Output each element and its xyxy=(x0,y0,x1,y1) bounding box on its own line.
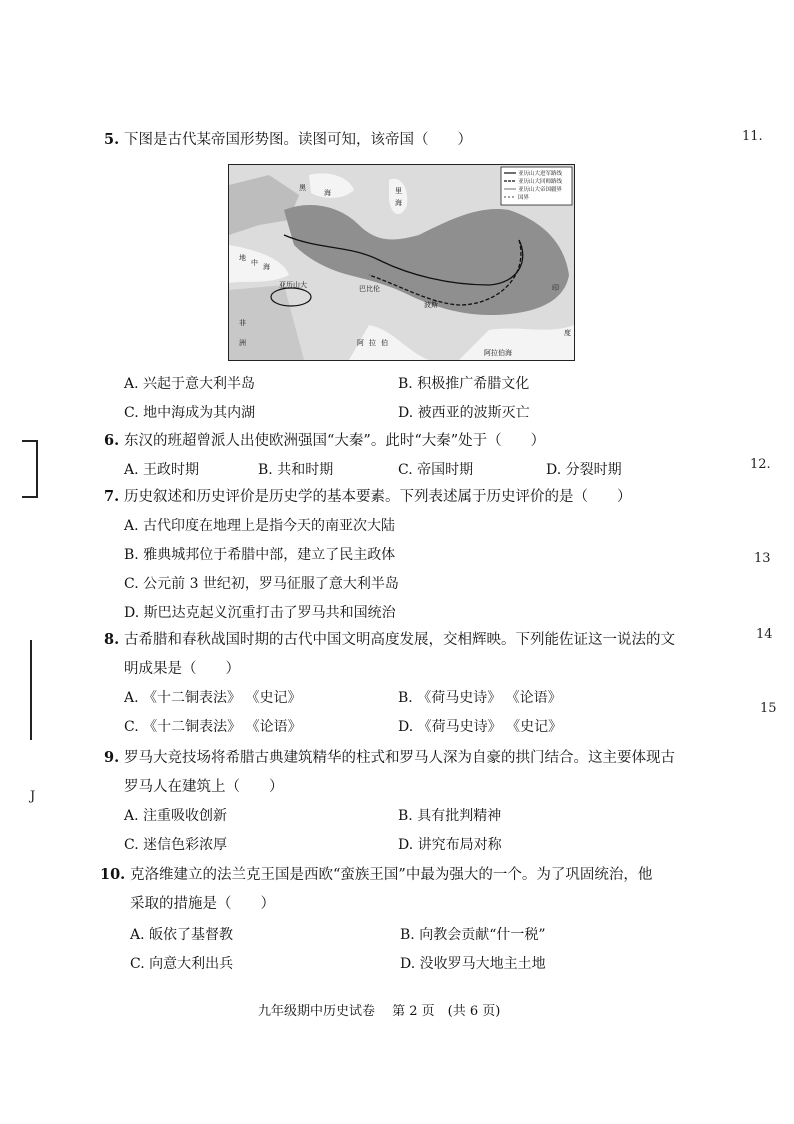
legend-label-border: 亚历山大帝国疆界 xyxy=(518,187,563,193)
map-label-fei: 非 xyxy=(239,319,246,327)
page-footer: 九年级期中历史试卷 第 2 页 (共 6 页) xyxy=(258,1004,501,1019)
question-10-stem-line1: 克洛维建立的法兰克王国是西欧“蛮族王国”中最为强大的一个。为了巩固统治，他 xyxy=(130,867,653,883)
question-9-number: 9. xyxy=(104,749,120,766)
map-label-a: 阿 xyxy=(357,339,364,347)
q10-option-b[interactable]: B. 向教会贡献“什一税” xyxy=(400,927,546,943)
question-10-number: 10. xyxy=(100,866,126,883)
legend-label-national: 国界 xyxy=(518,195,530,201)
empire-map xyxy=(228,164,575,361)
q8-option-b[interactable]: B. 《荷马史诗》 《论语》 xyxy=(398,690,562,706)
q7-option-a[interactable]: A. 古代印度在地理上是指今天的南亚次大陆 xyxy=(124,518,396,534)
map-label-zhong: 中 xyxy=(251,259,258,267)
q10-option-a[interactable]: A. 皈依了基督教 xyxy=(130,927,234,943)
map-legend xyxy=(501,167,572,205)
question-10-stem-line2: 采取的措施是（ ） xyxy=(130,896,275,912)
question-8-number: 8. xyxy=(104,631,120,648)
q6-option-c[interactable]: C. 帝国时期 xyxy=(398,462,474,478)
q9-option-a[interactable]: A. 注重吸收创新 xyxy=(124,808,228,824)
q9-option-c[interactable]: C. 迷信色彩浓厚 xyxy=(124,837,228,853)
q6-option-d[interactable]: D. 分裂时期 xyxy=(546,462,622,478)
map-label-zhou: 洲 xyxy=(239,339,246,347)
q10-option-d[interactable]: D. 没收罗马大地主土地 xyxy=(400,956,546,972)
margin-number-13: 13 xyxy=(754,551,771,566)
q10-option-c[interactable]: C. 向意大利出兵 xyxy=(130,956,234,972)
margin-mark-j: J xyxy=(30,789,36,804)
question-8-stem-line1: 古希腊和春秋战国时期的古代中国文明高度发展，交相辉映。下列能佐证这一说法的文 xyxy=(124,632,675,648)
question-9-stem-line2: 罗马人在建筑上（ ） xyxy=(124,779,284,795)
map-label-la: 拉 xyxy=(369,339,376,347)
map-label-bo: 伯 xyxy=(381,339,388,347)
left-margin-bracket xyxy=(22,440,38,498)
map-label-sea2: 海 xyxy=(395,199,402,207)
margin-number-12: 12. xyxy=(750,457,771,472)
left-margin-rule xyxy=(30,640,32,740)
margin-number-15: 15 xyxy=(760,701,777,716)
map-label-sea3: 海 xyxy=(263,263,270,271)
q6-option-b[interactable]: B. 共和时期 xyxy=(258,462,334,478)
map-label-black: 黑 xyxy=(299,184,306,192)
q7-option-d[interactable]: D. 斯巴达克起义沉重打击了罗马共和国统治 xyxy=(124,605,396,621)
q5-option-b[interactable]: B. 积极推广希腊文化 xyxy=(398,376,530,392)
map-label-persia: 波斯 xyxy=(424,301,438,309)
legend-label-march: 亚历山大进军路线 xyxy=(518,171,563,177)
margin-number-14: 14 xyxy=(756,627,773,642)
q9-option-b[interactable]: B. 具有批判精神 xyxy=(398,808,502,824)
question-5-stem: 下图是古代某帝国形势图。读图可知，该帝国（ ） xyxy=(124,132,472,148)
question-9-stem-line1: 罗马大竞技场将希腊古典建筑精华的柱式和罗马人深为自豪的拱门结合。这主要体现古 xyxy=(124,750,675,766)
q5-option-d[interactable]: D. 被西亚的波斯灭亡 xyxy=(398,405,530,421)
question-7-stem: 历史叙述和历史评价是历史学的基本要素。下列表述属于历史评价的是（ ） xyxy=(124,489,632,505)
q8-option-d[interactable]: D. 《荷马史诗》 《史记》 xyxy=(398,719,563,735)
map-label-arabian-sea: 阿拉伯海 xyxy=(484,349,512,357)
map-label-di: 地 xyxy=(239,254,246,262)
map-label-du: 度 xyxy=(564,329,571,337)
q5-option-a[interactable]: A. 兴起于意大利半岛 xyxy=(124,376,256,392)
q5-option-c[interactable]: C. 地中海成为其内湖 xyxy=(124,405,256,421)
map-label-alexandria: 亚历山大 xyxy=(279,281,307,289)
q7-option-b[interactable]: B. 雅典城邦位于希腊中部，建立了民主政体 xyxy=(124,547,396,563)
question-8-stem-line2: 明成果是（ ） xyxy=(124,661,240,677)
map-label-babylon: 巴比伦 xyxy=(359,285,380,293)
map-label-yin: 印 xyxy=(552,284,559,292)
q6-option-a[interactable]: A. 王政时期 xyxy=(124,462,200,478)
empire-map-svg xyxy=(229,165,574,360)
q9-option-d[interactable]: D. 讲究布局对称 xyxy=(398,837,502,853)
map-label-li: 里 xyxy=(395,187,402,195)
question-6-number: 6. xyxy=(104,432,120,449)
question-6-stem: 东汉的班超曾派人出使欧洲强国“大秦”。此时“大秦”处于（ ） xyxy=(124,433,546,449)
q8-option-a[interactable]: A. 《十二铜表法》 《史记》 xyxy=(124,690,302,706)
question-7-number: 7. xyxy=(104,488,120,505)
legend-label-return: 亚历山大回师路线 xyxy=(518,179,563,185)
q7-option-c[interactable]: C. 公元前 3 世纪初，罗马征服了意大利半岛 xyxy=(124,576,399,592)
question-5-number: 5. xyxy=(104,131,120,148)
margin-number-11: 11. xyxy=(742,129,763,144)
map-label-sea1: 海 xyxy=(324,189,331,197)
q8-option-c[interactable]: C. 《十二铜表法》 《论语》 xyxy=(124,719,302,735)
